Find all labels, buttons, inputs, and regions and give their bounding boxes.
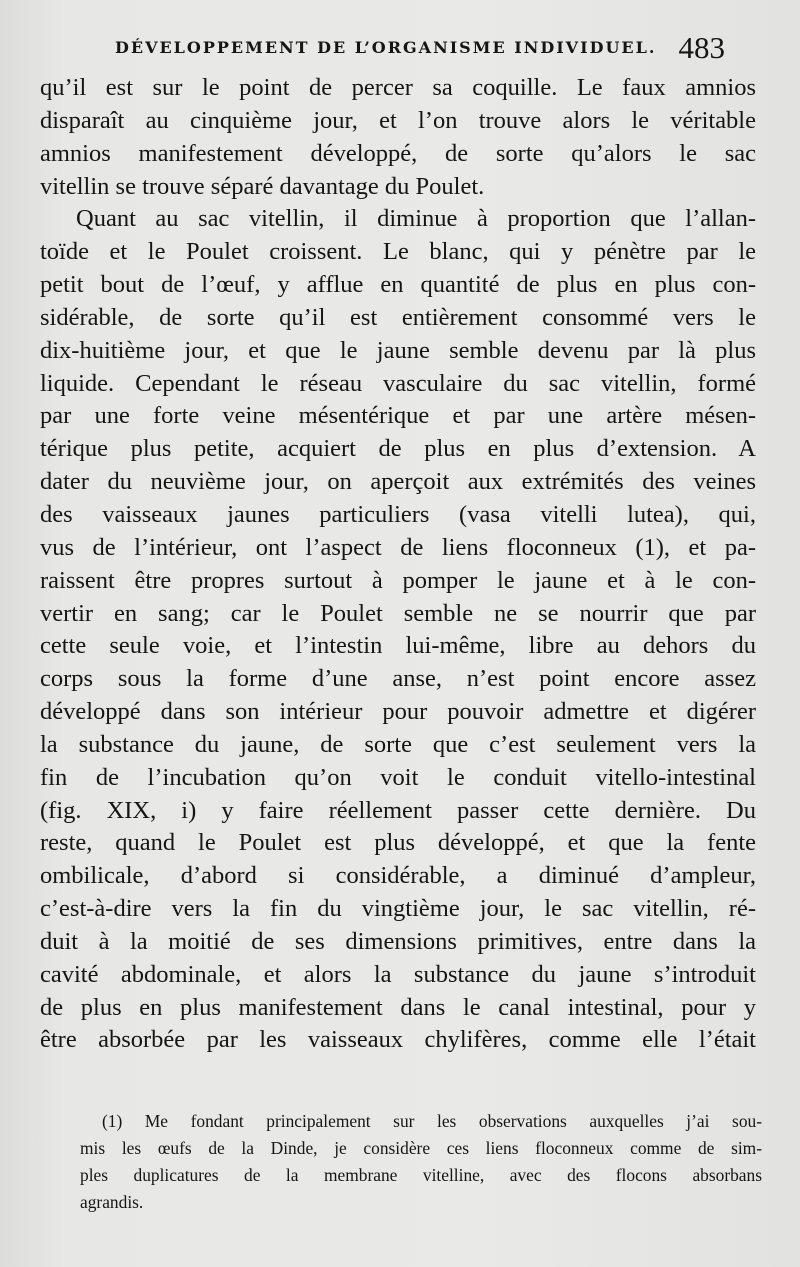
text-line: sidérable, de sorte qu’il est entièrement consommé vers le [40,303,756,331]
footnote [80,1108,762,1216]
text-line: toïde et le Poulet croissent. Le blanc, qui y pénètre par le [40,238,756,266]
text-line: vitellin se trouve séparé davantage du Poulet. [40,172,485,200]
text-line: fin de l’incubation qu’on voit le conduit vitello-intestinal [40,763,756,791]
text-line: Quant au sac vitellin, il diminue à proportion que l’allan- [76,205,756,233]
text-line: qu’il est sur le point de percer sa coquille. Le faux amnios [40,74,756,101]
text-line: dater du neuvième jour, on aperçoit aux extrémités des veines [40,468,756,496]
text-line: vertir en sang; car le Poulet semble ne se nourrir que par [40,599,756,627]
text-line: corps sous la forme d’une anse, n’est point encore assez [40,665,756,693]
footnote-line: (1) Me fondant principalement sur les observations auxquelles j’ai sou- [102,1111,762,1131]
text-line: être absorbée par les vaisseaux chylifères, comme elle l’était [40,1026,756,1054]
footnote-line: agrandis. [80,1192,144,1212]
text-line: disparaît au cinquième jour, et l’on trouve alors le véritable [40,106,756,134]
text-line: vus de l’intérieur, ont l’aspect de liens floconneux (1), et pa- [40,533,756,561]
text-line: développé dans son intérieur pour pouvoir admettre et digérer [40,698,756,726]
page-header [115,30,725,65]
main-text [40,72,756,1057]
text-line: cette seule voie, et l’intestin lui-même, libre au dehors du [40,632,756,660]
text-line: amnios manifestement développé, de sorte qu’alors le sac [40,139,756,167]
text-line: ombilicale, d’abord si considérable, a diminué d’ampleur, [40,862,756,890]
text-line: duit à la moitié de ses dimensions primitives, entre dans la [40,927,756,955]
text-line: petit bout de l’œuf, y afflue en quantité de plus en plus con- [40,271,756,299]
text-line: par une forte veine mésentérique et par une artère mésen- [40,402,756,430]
page-number: 483 [678,30,725,65]
text-line: la substance du jaune, de sorte que c’est seulement vers la [40,730,756,758]
text-line: térique plus petite, acquiert de plus en plus d’extension. A [40,435,756,463]
text-line: reste, quand le Poulet est plus développé, et que la fente [40,829,756,857]
text-line: raissent être propres surtout à pomper le jaune et à le con- [40,566,756,594]
text-line: (fig. XIX, i) y faire réellement passer cette dernière. Du [40,796,756,824]
text-line: dix-huitième jour, et que le jaune semble devenu par là plus [40,336,756,364]
footnote-line: ples duplicatures de la membrane vitelline, avec des flocons absorbans [80,1165,762,1185]
footnote-line: mis les œufs de la Dinde, je considère ces liens floconneux comme de sim- [80,1138,762,1158]
running-title: DÉVELOPPEMENT DE L’ORGANISME INDIVIDUEL. [115,38,657,57]
text-line: des vaisseaux jaunes particuliers (vasa vitelli lutea), qui, [40,500,756,528]
text-line: de plus en plus manifestement dans le canal intestinal, pour y [40,993,756,1021]
text-line: c’est-à-dire vers la fin du vingtième jour, le sac vitellin, ré- [40,895,756,923]
text-line: cavité abdominale, et alors la substance du jaune s’introduit [40,960,756,988]
text-line: liquide. Cependant le réseau vasculaire du sac vitellin, formé [40,369,756,397]
